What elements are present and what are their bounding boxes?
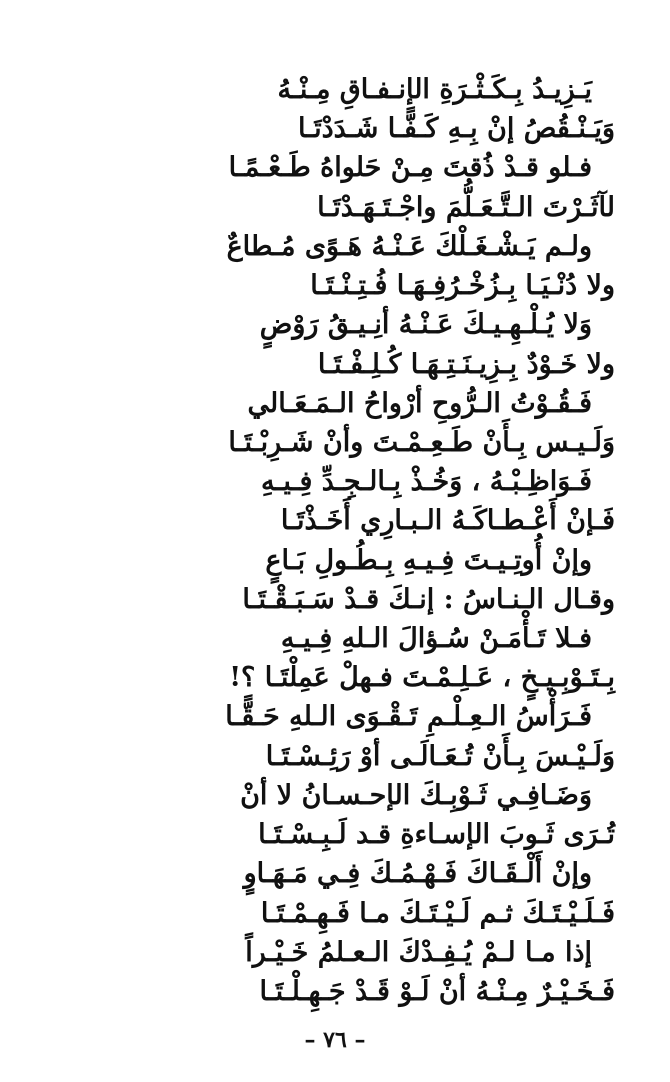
verse-line-24: فَـخَـيْـرٌ مِـنْـهُ أنْ لَـوْ قَـدْ جَـهِـلْـتَـا — [259, 976, 615, 1007]
verse-line-22: فَـلَـيْـتَـكَ ثـم لَـيْـتَـكَ مـا فَـهِـمْـتَـا — [260, 898, 615, 929]
verse-line-4: لآثَـرْتَ الـتَّـعَـلُّمَ واجْـتَـهَـدْتَـا — [317, 192, 615, 223]
verse-line-1: يَـزِيـدُ بِـكَـثْـرَةِ الإنـفـاقِ مِـنْـهُ — [277, 74, 592, 105]
verse-line-2: وَيَـنْـقُصُ إنْ بِـهِ كَـفًّـا شَـدَدْتَـا — [297, 113, 615, 144]
verse-line-8: ولا خَـوْدٌ بِـزِيـنَـتِـهَـا كُـلِـفْـتَـا — [317, 349, 615, 380]
verse-line-10: وَلَـيـس بِـأَنْ طَـعِـمْـتَ وأنْ شَـرِبْـتَـا — [228, 427, 615, 458]
verse-line-7: وَلا يُـلْـهِـيـكَ عَـنْـهُ أنِـيـقُ رَوْضٍ — [259, 309, 592, 340]
verse-line-5: ولـم يَـشْـغَـلْكَ عَـنْـهُ هَـوًى مُـطاعٌ — [226, 231, 592, 262]
verse-line-23: إذا مـا لـمْ يُـفِـدْكَ الـعـلمُ خَـيْـراً — [245, 937, 592, 968]
verse-line-16: بِـتَـوْبِـيـخٍ ، عَـلِـمْـتَ فـهلْ عَمِلْتَـا ؟! — [229, 662, 615, 693]
verse-line-19: وَضَـافِـي ثَـوْبِـكَ الإحـسـانُ لا أنْ — [240, 780, 592, 811]
verse-line-12: فَـإنْ أَعْـطـاكَـهُ الـبـارِي أَخَـذْتَـا — [280, 505, 615, 536]
verse-line-20: تُـرَى ثَـوبَ الإسـاءةِ قـد لَـبِـسْـتَـا — [258, 819, 615, 850]
verse-line-13: وإنْ أُوتِـيـتَ فِـيـهِ بِـطُـولِ بَـاعٍ — [265, 545, 592, 576]
verse-line-15: فـلا تَـأْمَـنْ سُـؤالَ الـلهِ فِـيـهِ — [280, 623, 592, 654]
page-number: – ٧٦ – — [304, 1027, 366, 1053]
verse-line-9: فَـقُـوْتُ الـرُّوحِ أرْواحُ الـمَـعَـالي — [247, 388, 592, 419]
verse-line-14: وقـال الـنـاسُ : إنـكَ قـدْ سَـبَـقْـتَـا — [242, 584, 615, 615]
verse-line-3: فـلو قـدْ ذُقتَ مِـنْ حَلواهُ طَـعْـمًـا — [228, 152, 592, 183]
verse-line-6: ولا دُنْـيَـا بِـزُخْـرُفِـهَـا فُـتِـنْـتَـا — [310, 270, 615, 301]
verse-line-11: فَـوَاظِـبْـهُ ، وَخُـذْ بِـالـجِـدِّ فِـيـهِ — [261, 466, 592, 497]
verse-line-17: فَـرَأْسُ الـعِـلْـمِ تَـقْـوَى الـلهِ حَـقًّـا — [225, 701, 592, 732]
verse-line-18: وَلَـيْـسَ بِـأَنْ تُـعَـالَـى أوْ رَئِـسْـتَـا — [265, 741, 615, 772]
verse-line-21: وإنْ أَلْـقَـاكَ فَـهْـمُـكَ فِـي مَـهَـاوٍ — [243, 858, 592, 889]
